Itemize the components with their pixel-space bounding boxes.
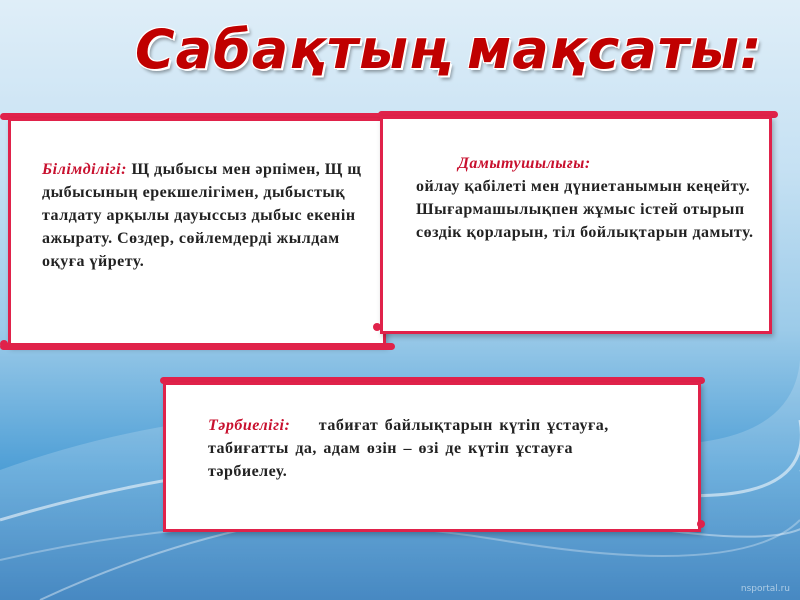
scroll-rod-bottom	[0, 343, 395, 350]
card-development-content	[416, 152, 756, 244]
scroll-dot	[373, 323, 381, 331]
card-development-text: ойлау қабілеті мен дүниетанымын кеңейту. Шығармашылықпен жұмыс істей отырып сөздік қорларын, тіл бойлықтарын дамыту.	[416, 178, 754, 241]
watermark: nsportal.ru	[740, 584, 790, 594]
card-upbringing-heading: Тәрбиелігі:	[208, 417, 291, 434]
slide-title: Сабақтың мақсаты:	[135, 18, 763, 81]
card-knowledge-text: Щ дыбысы мен әрпімен, Щ щ дыбысының ерекшелігімен, дыбыстық талдату арқылы дауыссыз дыбыс екенін ажырату. Сөздер, сөйлемдерді жылдам оқуға үйрету.	[42, 161, 362, 270]
scroll-dot	[697, 520, 705, 528]
card-upbringing-content	[208, 414, 658, 483]
scroll-dot	[0, 340, 8, 348]
card-development-heading: Дамытушылығы:	[458, 155, 591, 172]
card-knowledge-heading: Білімділігі:	[42, 161, 127, 178]
card-upbringing-text: табиғат байлықтарын күтіп ұстауға, табиғатты да, адам өзін – өзі де күтіп ұстауға тәрбиелеу.	[208, 417, 609, 480]
card-knowledge-content	[42, 158, 372, 273]
